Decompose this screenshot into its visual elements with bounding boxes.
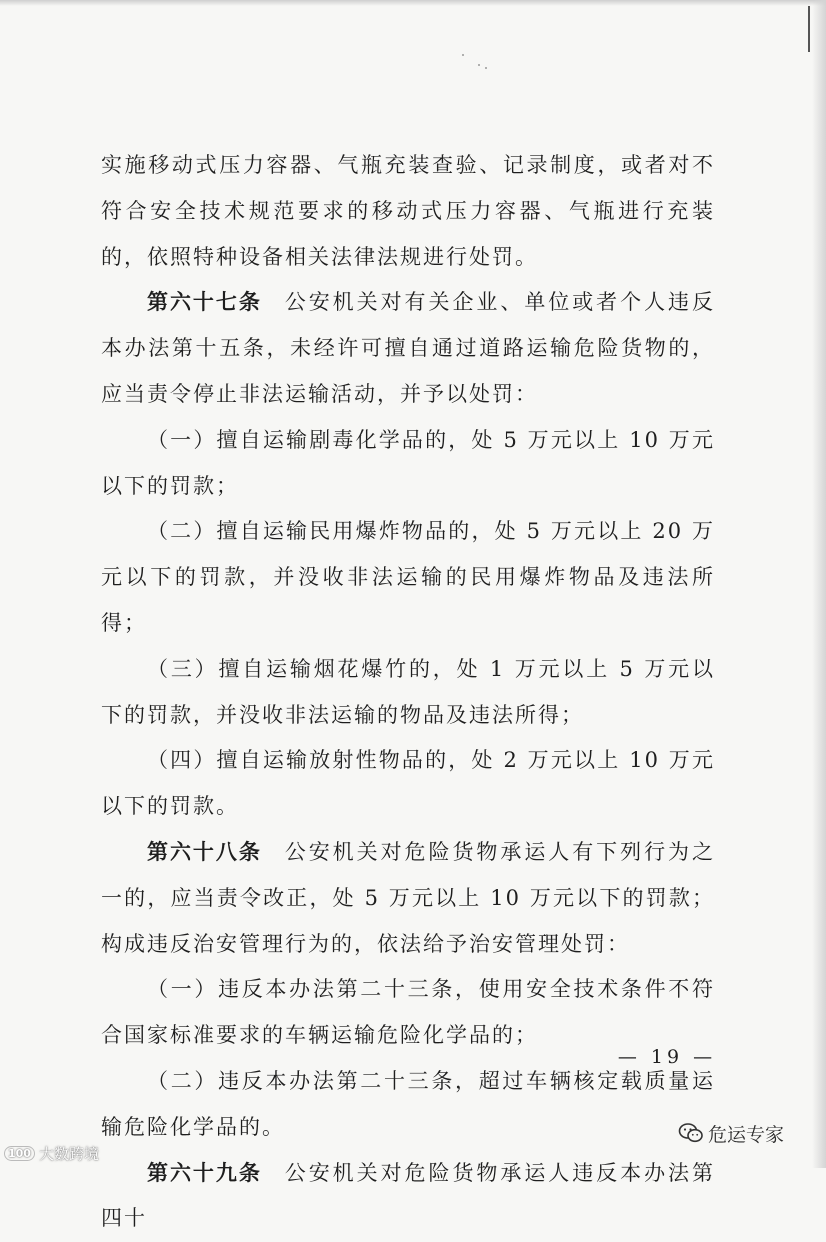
scan-speck [478,64,480,66]
page-top-edge [0,0,826,6]
article-68-item-2 [101,1059,715,1151]
watermark-left-text: 大数跨境 [38,1144,99,1163]
article-67-item-3 [101,647,715,739]
watermark-right [678,1118,784,1148]
paragraph-text: （四）擅自运输放射性物品的，处 2 万元以上 10 万元以下的罚款。 [101,748,715,819]
scan-speck [485,67,487,69]
paragraph-text: （一）违反本办法第二十三条，使用安全技术条件不符合国家标准要求的车辆运输危险化学品的； [101,977,715,1048]
article-67-item-4 [101,738,715,830]
article-69 [101,1151,715,1242]
paragraph-text: （二）违反本办法第二十三条，超过车辆核定载质量运输危险化学品的。 [101,1068,715,1139]
page-number: — 19 — [617,1046,717,1068]
watermark-left [4,1141,99,1165]
article-67 [101,280,715,417]
watermark-logo-icon: 100 [4,1146,35,1161]
paragraph-text: 实施移动式压力容器、气瓶充装查验、记录制度，或者对不符合安全技术规范要求的移动式压力容器、气瓶进行充装的，依照特种设备相关法律法规进行处罚。 [101,153,715,269]
scan-speck [462,54,464,56]
paragraph-text: （一）擅自运输剧毒化学品的，处 5 万元以上 10 万元以下的罚款； [101,427,715,498]
paragraph-text: 公安机关对有关企业、单位或者个人违反本办法第十五条，未经许可擅自通过道路运输危险货物的，应当责令停止非法运输活动，并予以处罚： [101,290,716,406]
watermark-right-text: 危运专家 [708,1123,785,1146]
paragraph-text: 公安机关对危险货物承运人有下列行为之一的，应当责令改正，处 5 万元以上 10 万元以下的罚款；构成违反治安管理行为的，依法给予治安管理处罚： [101,839,716,956]
wechat-icon [678,1122,704,1144]
article-67-item-2 [101,509,715,646]
document-body [101,143,715,1242]
article-heading: 第六十七条 [147,290,262,315]
paragraph-1 [101,143,715,280]
page-right-edge [812,0,826,1168]
paragraph-text: 公安机关对危险货物承运人违反本办法第四十 [101,1160,716,1231]
page-corner-mark [808,6,810,52]
article-67-item-1 [101,418,715,510]
paragraph-text: （二）擅自运输民用爆炸物品的，处 5 万元以上 20 万元以下的罚款，并没收非法运输的民用爆炸物品及违法所得； [101,519,715,635]
article-heading: 第六十九条 [147,1160,262,1185]
article-68 [101,830,715,967]
article-heading: 第六十八条 [147,839,262,864]
paragraph-text: （三）擅自运输烟花爆竹的，处 1 万元以上 5 万元以下的罚款，并没收非法运输的物品及违法所得； [101,656,715,727]
